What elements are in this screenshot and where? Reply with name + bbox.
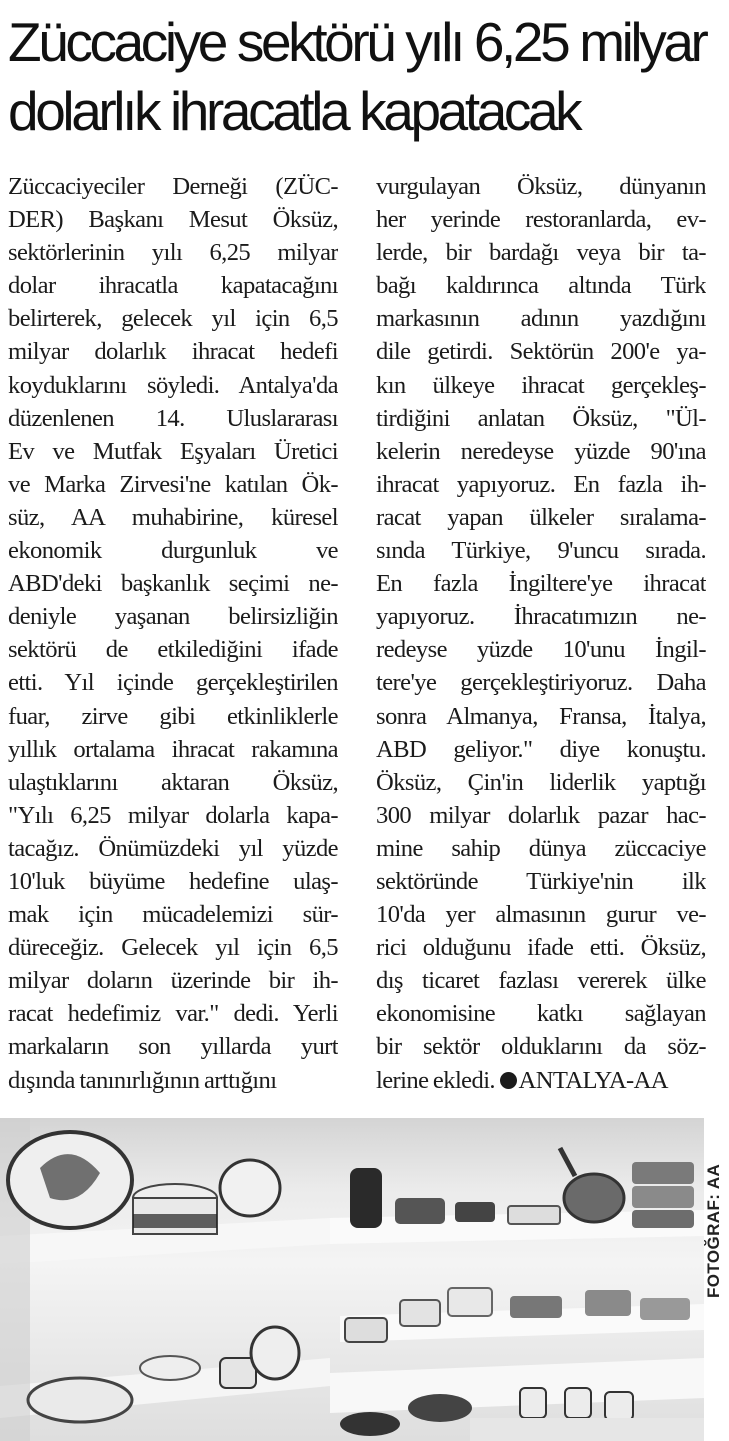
pot-icon	[508, 1206, 560, 1224]
pot-icon	[510, 1296, 562, 1318]
kettle-icon	[251, 1327, 299, 1379]
headline-line-1: Züccaciye sektörü yılı 6,25 milyar	[8, 11, 706, 73]
headline-line-2: dolarlık ihracatla kapatacak	[8, 80, 580, 142]
article-line: tere'ye gerçekleştiriyoruz. Daha	[376, 669, 706, 697]
article-line: kelerin neredeyse yüzde 90'ına	[376, 437, 706, 465]
article-line: düreceğiz. Gelecek yıl için 6,5	[8, 934, 338, 962]
article-line: dolar ihracatla kapatacağını	[8, 272, 338, 300]
headline	[8, 8, 720, 146]
photo-credit: FOTOĞRAF: AA	[704, 1163, 723, 1298]
article-line: deniyle yaşanan belirsizliğin	[8, 603, 338, 631]
article-column-left	[8, 170, 338, 1097]
article-line: etti. Yıl içinde gerçekleştirilen	[8, 669, 338, 697]
article-line: vurgulayan Öksüz, dünyanın	[376, 173, 706, 200]
article-line: "Yılı 6,25 milyar dolarla kapa-	[8, 801, 338, 829]
article-line: milyar doların üzerinde bir ih-	[8, 967, 338, 995]
article-line: her yerinde restoranlarda, ev-	[376, 206, 706, 234]
article-line: En fazla İngiltere'ye ihracat	[376, 570, 706, 598]
article-line: bağı kaldırınca altında Türk	[376, 272, 706, 300]
article-line: sonra Almanya, Fransa, İtalya,	[376, 702, 706, 730]
article-line: koyduklarını söyledi. Antalya'da	[8, 371, 338, 399]
pot-icon	[640, 1298, 690, 1320]
article-line: fuar, zirve gibi etkinliklerle	[8, 702, 338, 730]
article-line: DER) Başkanı Mesut Öksüz,	[8, 206, 338, 234]
article-line: ekonomik durgunluk ve	[8, 537, 338, 565]
shelf	[330, 1358, 704, 1413]
article-line: sında Türkiye, 9'uncu sırada.	[376, 537, 706, 565]
article-line: düzenlenen 14. Uluslararası	[8, 404, 338, 432]
pot-icon	[565, 1388, 591, 1418]
article-line: yıllık ortalama ihracat rakamına	[8, 735, 338, 763]
pot-icon	[395, 1198, 445, 1224]
pot-icon	[455, 1202, 495, 1222]
pot-icon	[400, 1300, 440, 1326]
article-line: redeyse yüzde 10'unu İngil-	[376, 636, 706, 664]
article-line: ihracat yapıyoruz. En fazla ih-	[376, 470, 706, 498]
article-line: milyar dolarlık ihracat hedefi	[8, 338, 338, 366]
article-line: süz, AA muhabirine, küresel	[8, 503, 338, 531]
article-line: ekonomisine katkı sağlayan	[376, 1000, 706, 1028]
bullet-icon	[500, 1072, 517, 1089]
bowl-icon	[140, 1356, 200, 1380]
plate-icon	[220, 1160, 280, 1216]
kettle-icon	[350, 1168, 382, 1228]
checkered-pot-icon	[133, 1184, 217, 1234]
pot-icon	[345, 1318, 387, 1342]
article-line: markaların son yıllarda yurt	[8, 1033, 338, 1061]
article-line: lerine ekledi.	[376, 1066, 495, 1094]
cookware-display-illustration	[0, 1118, 704, 1441]
article-line: tirdiğini anlatan Öksüz, "Ül-	[376, 404, 706, 432]
article-line: mine sahip dünya züccaciye	[376, 834, 706, 862]
article-line: mak için mücadelemizi sür-	[8, 901, 338, 929]
article-line: 300 milyar dolarlık pazar hac-	[376, 801, 706, 829]
article-line: dile getirdi. Sektörün 200'e ya-	[376, 338, 706, 366]
article-line: Öksüz, Çin'in liderlik yaptığı	[376, 768, 706, 796]
article-line: sektöründe Türkiye'nin ilk	[376, 867, 706, 895]
article-line: rici olduğunu ifade etti. Öksüz,	[376, 934, 706, 962]
article-line: tacağız. Önümüzdeki yıl yüzde	[8, 834, 338, 862]
bowl-icon	[340, 1412, 400, 1436]
article-line: racat hedefimiz var." dedi. Yerli	[8, 1000, 338, 1028]
article-line: ABD geliyor." diye konuştu.	[376, 735, 706, 763]
article-line: dış ticaret fazlası vererek ülke	[376, 967, 706, 995]
article-column-right	[376, 170, 706, 1097]
pot-icon	[585, 1290, 631, 1316]
frying-pan-icon	[564, 1174, 624, 1222]
pot-icon	[605, 1392, 633, 1420]
article-line: yapıyoruz. İhracatımızın ne-	[376, 603, 706, 631]
article-line: belirterek, gelecek yıl için 6,5	[8, 305, 338, 333]
article-line: sektörlerinin yılı 6,25 milyar	[8, 239, 338, 267]
article-line: markasının adının yazdığını	[376, 305, 706, 333]
article-line: lerde, bir bardağı veya bir ta-	[376, 239, 706, 267]
pot-icon	[632, 1186, 694, 1208]
pot-icon	[632, 1210, 694, 1228]
article-line-final	[376, 1064, 706, 1097]
article-line: sektörü de etkilediğini ifade	[8, 636, 338, 664]
article-line: ve Marka Zirvesi'ne katılan Ök-	[8, 470, 338, 498]
article-photo	[0, 1118, 704, 1441]
article-line: dışında tanınırlığının arttığını	[8, 1066, 277, 1094]
article-line: bir sektör olduklarını da söz-	[376, 1033, 706, 1061]
article-line: ABD'deki başkanlık seçimi ne-	[8, 570, 338, 598]
pot-icon	[632, 1162, 694, 1184]
bowl-icon	[28, 1378, 132, 1422]
article-line: ulaştıklarını aktaran Öksüz,	[8, 768, 338, 796]
article-line: 10'da yer almasının gurur ve-	[376, 901, 706, 929]
article-line: Ev ve Mutfak Eşyaları Üretici	[8, 437, 338, 465]
pot-icon	[448, 1288, 492, 1316]
pot-icon	[520, 1388, 546, 1418]
article-line: 10'luk büyüme hedefine ulaş-	[8, 867, 338, 895]
article-line: racat yapan ülkeler sıralama-	[376, 503, 706, 531]
pot-icon	[220, 1358, 256, 1388]
bowl-icon	[408, 1394, 472, 1422]
article-line: Züccaciyeciler Derneği (ZÜC-	[8, 173, 338, 200]
article-line: kın ülkeye ihracat gerçekleş-	[376, 371, 706, 399]
dateline: ANTALYA-AA	[518, 1066, 668, 1094]
